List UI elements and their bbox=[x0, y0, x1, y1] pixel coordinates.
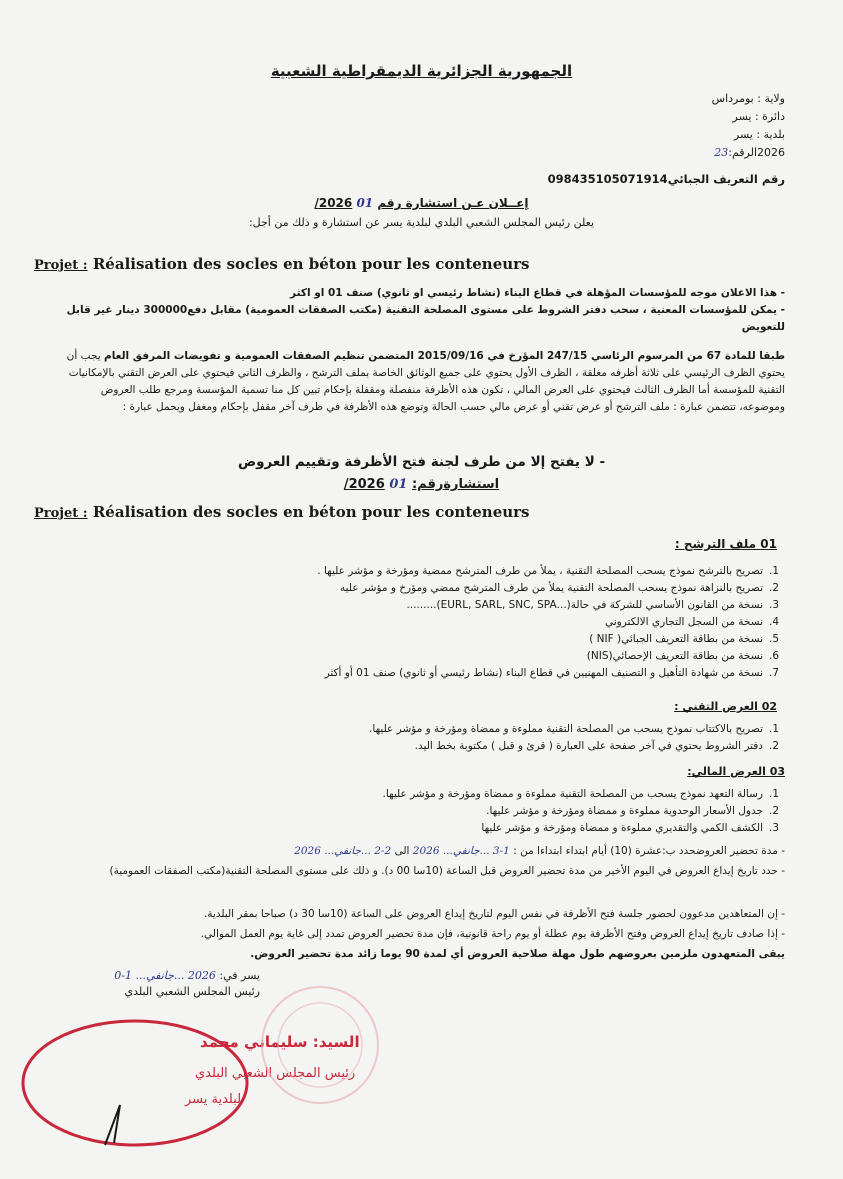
official-stamp bbox=[10, 1005, 360, 1155]
list-item: 1. تصريح بالترشح نموذج يسحب المصلحة التقنية ، يملأ من طرف المترشح ممضية ومؤرخة و مؤشر عليها . bbox=[317, 565, 780, 577]
deadline-line-1: - مدة تحضير العروضحدد ب:عشرة (10) أيام ابتداء ابتداءا من : 1-3 ...جانفي... 2026 الى 2-2 ...جانفي... 2026 bbox=[294, 845, 785, 857]
financial-heading: 03 العرض المالي: bbox=[687, 765, 785, 778]
list-item: 5. نسخة من بطاقة التعريف الجبائي( NIF ) bbox=[589, 633, 780, 645]
stamp-role: رئيس المجلس الشعبي البلدي bbox=[195, 1066, 356, 1081]
list-item: 2. جدول الأسعار الوحدوية مملوءة و ممضاة ومؤرخة و مؤشر عليها. bbox=[486, 805, 780, 817]
technical-heading: 02 العرض التقني : bbox=[674, 700, 777, 713]
list-item: 3. نسخة من القانون الأساسي للشركة في حالة(...EURL, SARL, SNC, SPA)......... bbox=[406, 599, 780, 611]
list-item: 6. نسخة من بطاقة التعريف الإحصائي(NIS) bbox=[586, 650, 780, 662]
deadline-from-hand: 1-3 ...جانفي... 2026 bbox=[412, 845, 510, 857]
project-heading bbox=[34, 255, 530, 273]
dossier-list bbox=[185, 563, 785, 682]
list-item: 7. نسخة من شهادة التأهيل و التصنيف المهنيين في قطاع البناء (نشاط رئيسي أو ثانوي) صنف 01 أو أكثر bbox=[324, 667, 780, 679]
do-not-open-notice: - لا يفتح إلا من طرف لجنة فتح الأظرفة وتقييم العروض bbox=[237, 454, 606, 470]
project-title: Réalisation des socles en béton pour les conteneurs bbox=[92, 255, 530, 273]
dossier-heading: 01 ملف الترشح : bbox=[674, 537, 777, 551]
signature-place: يسر في: bbox=[219, 969, 260, 982]
deadline-line-2: - حدد تاريخ إيداع العروض في اليوم الأخير من مدة تحضير العروض قبل الساعة (10سا 00 د). و ذلك على مستوى المصلحة التقنية(مكتب الصفقات العمومية) bbox=[109, 865, 785, 877]
stamp-name: السيد: سليماني محمد bbox=[200, 1033, 360, 1051]
bullet-item: - يمكن للمؤسسات المعنية ، سحب دفتر الشروط على مستوى المصلحة التقنية (مكتب الصفقات العمومية) مقابل دفع300000 دينار غير قابل للتعويض bbox=[45, 302, 785, 336]
signature-date-hand: 2026 ...جانفي... 1-0 bbox=[114, 969, 216, 982]
project-label-2: Projet : bbox=[34, 506, 88, 521]
republic-title: الجمهورية الجزائرية الديمقراطية الشعبية bbox=[270, 62, 573, 80]
round-seal bbox=[250, 975, 390, 1115]
avis-title-suffix: 2026/ bbox=[314, 196, 353, 210]
list-item: 3. الكشف الكمي والتقديري مملوءة و ممضاة ومؤرخة و مؤشر عليها bbox=[481, 822, 780, 834]
consultation-year: 2026/ bbox=[343, 477, 385, 492]
avis-title-hand: 01 bbox=[356, 196, 374, 210]
baladia-line: بلدية : يسر bbox=[733, 128, 785, 141]
deadline-line-4: - إذا صادف تاريخ إيداع العروض وفتح الأظرفة يوم عطلة أو يوم راحة قانونية، فإن مدة تحضير العروض تمدد إلى غاية يوم العمل الموالي. bbox=[200, 928, 785, 940]
financial-list bbox=[185, 786, 785, 837]
avis-title bbox=[0, 196, 843, 210]
daira-line: دائرة : يسر bbox=[732, 110, 785, 123]
announcement-bullets bbox=[45, 285, 785, 336]
signature-block bbox=[40, 968, 260, 1000]
consultation-hand: 01 bbox=[389, 477, 408, 492]
bullet-item: - هذا الاعلان موجه للمؤسسات المؤهلة في قطاع البناء (نشاط رئيسي او ثانوي) صنف 01 او اكثر bbox=[45, 285, 785, 302]
deadline-line-5: يبقى المتعهدون ملزمين بعروضهم طول مهلة صلاحية العروض أي لمدة 90 يوما زائد مدة تحضير العروض. bbox=[250, 948, 785, 960]
legal-paragraph bbox=[55, 348, 785, 416]
deadline-line-3: - إن المتعاهدين مدعوون لحضور جلسة فتح الأظرفة في نفس اليوم لتاريخ إيداع العروض على الساعة (10سا 30 د) صباحا بمقر البلدية. bbox=[203, 908, 785, 920]
avis-title-prefix: إعــلان عـن استشارة رقم bbox=[377, 196, 529, 210]
list-item: 1. رسالة التعهد نموذج يسحب من المصلحة التقنية مملوءة و ممضاة ومؤرخة و مؤشر عليها. bbox=[382, 788, 780, 800]
avis-subtitle: يعلن رئيس المجلس الشعبي البلدي لبلدية يسر عن استشارة و ذلك من أجل: bbox=[248, 216, 595, 229]
project-heading-2 bbox=[34, 503, 530, 521]
consultation-label: استشارةرقم: bbox=[411, 477, 500, 492]
legal-paragraph-text: يجب أن يحتوي الظرف الرئيسي على ثلاثة أظرفه مغلقة ، الظرف الأول يحتوي على جميع الوثائق الخاصة بملف الترشح ، والظرف الثاني فيحتوي على العرض التقني بالإمكانيات التقنية للمؤسسة أما الظرف الثالث فيحتوي على العرض المالي ، تكون هذه الأظرفة منفصلة ومقفلة بإحكام تبين كل منا تسمية المؤسسة ومرجع طلب العروض وموضوعه، تتضمن عبارة : ملف الترشح أو عرض تقني أو عرض مالي حسب الحالة وتوضع هذه الأظرفة في ظرف آخر مقفل بإحكام ومغفل ويحمل عبارة : bbox=[66, 350, 785, 413]
project-title-2: Réalisation des socles en béton pour les conteneurs bbox=[92, 503, 530, 521]
project-label: Projet : bbox=[34, 258, 88, 273]
reference-number-label: 2026الرقم: bbox=[728, 146, 785, 159]
stamp-place: لبلدية يسر bbox=[185, 1092, 242, 1107]
list-item: 2. دفتر الشروط يحتوي في آخر صفحة على العبارة ( قرئ و قبل ) مكتوبة بخط اليد. bbox=[414, 740, 780, 752]
wilaya-line: ولاية : بومرداس bbox=[711, 92, 785, 105]
reference-number bbox=[712, 144, 785, 162]
signature-role: رئيس المجلس الشعبي البلدي bbox=[124, 985, 260, 998]
technical-list bbox=[185, 721, 785, 755]
list-item: 2. تصريح بالنزاهة نموذج يسحب المصلحة التقنية يملأ من طرف المترشح ممضي ومؤرخ و مؤشر عليه bbox=[339, 582, 780, 594]
list-item: 1. تصريح بالاكتتاب نموذج يسحب من المصلحة التقنية مملوءة و ممضاة ومؤرخة و مؤشر عليها. bbox=[369, 723, 780, 735]
admin-block bbox=[712, 90, 785, 162]
reference-number-hand: 23 bbox=[714, 146, 729, 159]
list-item: 4. نسخة من السجل التجاري الالكتروني bbox=[604, 616, 780, 628]
legal-paragraph-bold: طبقا للمادة 67 من المرسوم الرئاسي 247/15 المؤرخ في 2015/09/16 المتضمن تنظيم الصفقات العمومية و تفويضات المرفق العام bbox=[104, 350, 785, 362]
tax-id: رقم التعريف الجبائي098435105071914 bbox=[547, 172, 785, 186]
signature-date-line bbox=[40, 968, 260, 984]
deadline-to-hand: 2-2 ...جانفي... 2026 bbox=[294, 845, 392, 857]
consultation-number bbox=[0, 477, 843, 492]
